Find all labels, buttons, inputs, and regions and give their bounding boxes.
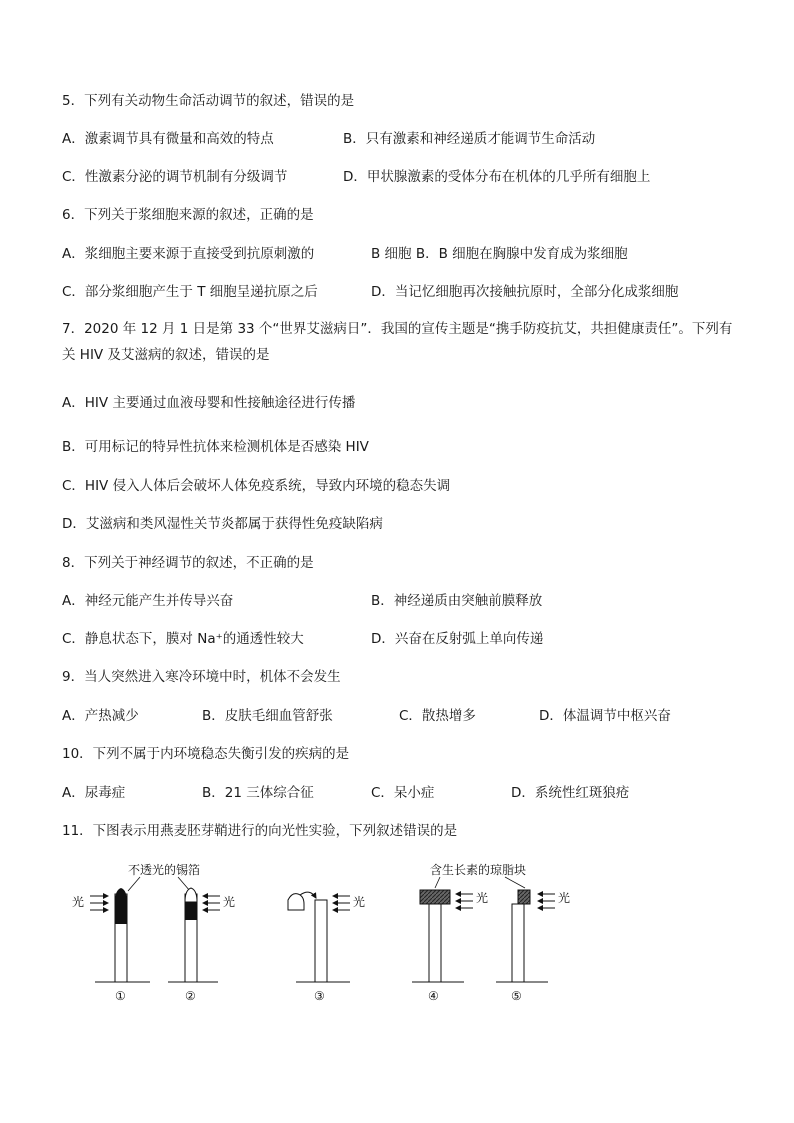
q7-stem-line1: 7．2020 年 12 月 1 日是第 33 个“世界艾滋病日”．我国的宣传主题是“携手防疫抗艾，共担健康责任”。下列有: [62, 321, 733, 337]
coleoptile-4: [412, 890, 488, 1003]
q7-option-a: A．HIV 主要通过血液母婴和性接触途径进行传播: [62, 395, 356, 411]
q8-option-b: B．神经递质由突触前膜释放: [371, 593, 543, 609]
q6-option-d: D．当记忆细胞再次接触抗原时，全部分化成浆细胞: [371, 284, 679, 300]
agar-label: 含生长素的琼脂块: [430, 863, 527, 877]
foil-label-leader-2: [178, 877, 190, 891]
q11-stem: 11．下图表示用燕麦胚芽鞘进行的向光性实验，下列叙述错误的是: [62, 823, 458, 839]
q6-stem: 6．下列关于浆细胞来源的叙述，正确的是: [62, 207, 314, 223]
q5-option-b: B．只有激素和神经递质才能调节生命活动: [343, 131, 596, 147]
coleoptile-3: [288, 892, 365, 1003]
q6-option-b: B 细胞 B．B 细胞在胸腺中发育成为浆细胞: [371, 246, 628, 262]
light-label-4: 光: [476, 891, 489, 905]
q9-option-a: A．产热减少: [62, 708, 139, 724]
q10-option-d: D．系统性红斑狼疮: [511, 785, 630, 801]
light-label-2: 光: [223, 895, 236, 909]
light-label-5: 光: [558, 891, 571, 905]
q10-option-c: C．呆小症: [371, 785, 435, 801]
q10-option-a: A．尿毒症: [62, 785, 126, 801]
coleoptile-5: [496, 890, 570, 1003]
q8-option-d: D．兴奋在反射弧上单向传递: [371, 631, 544, 647]
num-5: ⑤: [511, 989, 522, 1003]
q8-option-c: C．静息状态下，膜对 Na⁺的通透性较大: [62, 631, 304, 647]
coleoptile-1: [72, 888, 150, 1003]
q9-stem: 9．当人突然进入寒冷环境中时，机体不会发生: [62, 669, 341, 685]
coleoptile-figure: [60, 858, 600, 1008]
q9-option-c: C．散热增多: [399, 708, 476, 724]
q9-option-d: D．体温调节中枢兴奋: [539, 708, 671, 724]
foil-label-leader-1: [128, 877, 140, 891]
q8-stem: 8．下列关于神经调节的叙述，不正确的是: [62, 555, 314, 571]
q7-option-d: D．艾滋病和类风湿性关节炎都属于获得性免疫缺陷病: [62, 516, 383, 532]
q5-option-a: A．激素调节具有微量和高效的特点: [62, 131, 274, 147]
q5-stem: 5．下列有关动物生命活动调节的叙述，错误的是: [62, 93, 355, 109]
q9-option-b: B．皮肤毛细血管舒张: [202, 708, 333, 724]
light-label-1: 光: [72, 895, 85, 909]
num-2: ②: [185, 989, 196, 1003]
agar-label-leader-2: [505, 877, 525, 888]
coleoptile-2: [168, 888, 235, 1003]
q6-option-a: A．浆细胞主要来源于直接受到抗原刺激的: [62, 246, 315, 262]
agar-label-leader-1: [435, 877, 440, 888]
foil-label: 不透光的锡箔: [128, 863, 201, 877]
num-4: ④: [428, 989, 439, 1003]
q10-option-b: B．21 三体综合征: [202, 785, 314, 801]
q6-option-c: C．部分浆细胞产生于 T 细胞呈递抗原之后: [62, 284, 318, 300]
q7-stem-line2: 关 HIV 及艾滋病的叙述，错误的是: [62, 347, 270, 363]
q10-stem: 10．下列不属于内环境稳态失衡引发的疾病的是: [62, 746, 350, 762]
num-3: ③: [314, 989, 325, 1003]
q8-option-a: A．神经元能产生并传导兴奋: [62, 593, 234, 609]
q5-option-c: C．性激素分泌的调节机制有分级调节: [62, 169, 288, 185]
q5-option-d: D．甲状腺激素的受体分布在机体的几乎所有细胞上: [343, 169, 651, 185]
light-label-3: 光: [353, 895, 366, 909]
q7-option-b: B．可用标记的特异性抗体来检测机体是否感染 HIV: [62, 439, 369, 455]
q7-option-c: C．HIV 侵入人体后会破坏人体免疫系统，导致内环境的稳态失调: [62, 478, 451, 494]
num-1: ①: [115, 989, 126, 1003]
